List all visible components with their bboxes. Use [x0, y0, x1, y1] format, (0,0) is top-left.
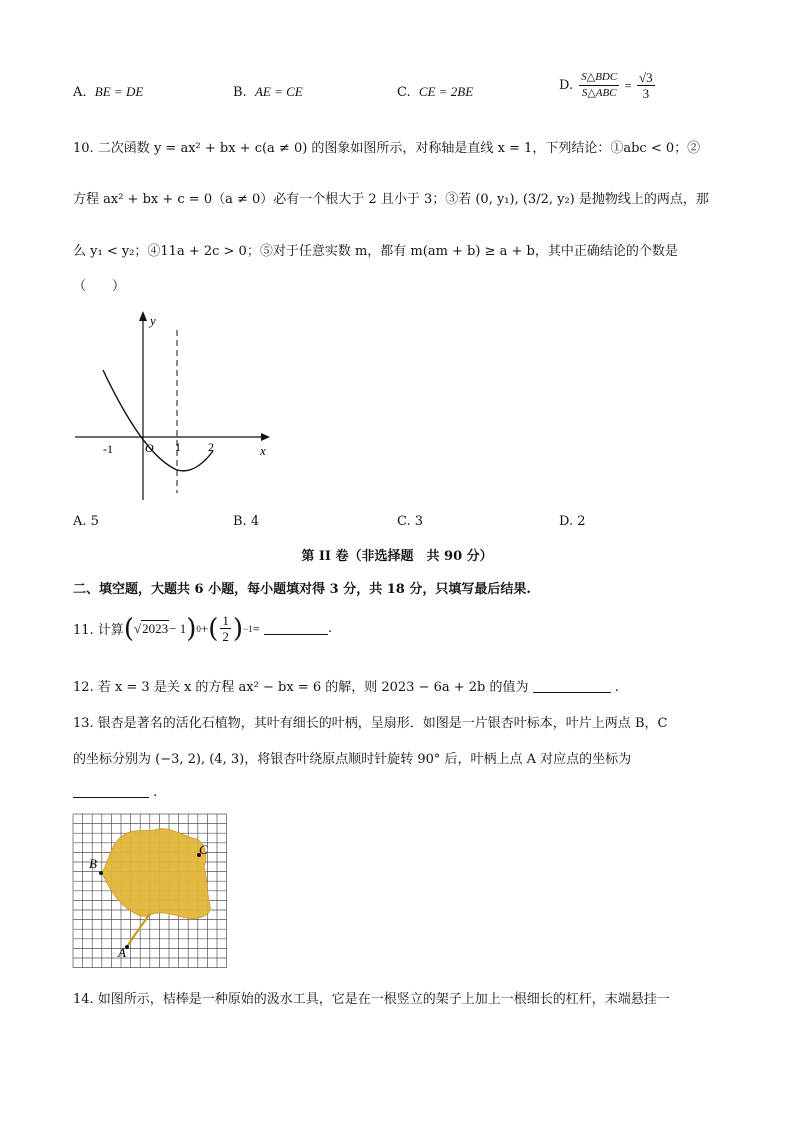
parabola-graph	[70, 305, 280, 505]
q12-period: .	[614, 680, 619, 695]
minus-one: − 1	[169, 620, 187, 636]
sqrt-radicand: 2023	[142, 621, 169, 636]
q13-answer-blank[interactable]	[73, 785, 149, 798]
rhs-denominator: 3	[642, 86, 650, 101]
q10-option-c: C. 3	[397, 514, 424, 529]
sqrt3-over-3	[637, 70, 655, 101]
q11-period: .	[327, 621, 333, 636]
q13-line-2: 的坐标分别为 (−3, 2), (4, 3)，将银杏叶绕原点顺时针旋转 90° 后，叶柄上点 A 对应点的坐标为	[73, 752, 632, 767]
tick-2: 2	[208, 440, 214, 454]
q10-option-a: A. 5	[73, 514, 99, 529]
option-expr: BE = DE	[94, 84, 144, 99]
q10-option-b: B. 4	[233, 514, 260, 529]
half-denominator: 2	[222, 629, 229, 644]
q9-option-b	[233, 84, 303, 100]
option-expr: CE = 2BE	[418, 84, 474, 99]
q10-line-1: 10. 二次函数 y = ax² + bx + c(a ≠ 0) 的图象如图所示，对称轴是直线 x = 1，下列结论：①abc < 0；②	[73, 141, 701, 156]
section2-heading: 二、填空题，大题共 6 小题，每小题填对得 3 分，共 18 分，只填写最后结果.	[73, 582, 531, 597]
q10-line-2: 方程 ax² + bx + c = 0（a ≠ 0）必有一个根大于 2 且小于 3；③若 (0, y₁), (3/2, y₂) 是抛物线上的两点，那	[73, 192, 709, 207]
half-numerator: 1	[222, 613, 229, 628]
option-letter: C.	[397, 85, 411, 100]
label-b: B	[89, 856, 97, 871]
q9-option-d: D. $\frac{\text{S△BDC}}{\text{S△ABC}}$ = $\frac{√3}{3}$	[559, 70, 653, 101]
q11: 11. 计算 ( √ 2023 − 1 ) 0 + ( $\frac{1}{2}$ ) −1 = .	[73, 613, 333, 644]
q9-option-c	[397, 84, 473, 100]
option-letter: D.	[559, 78, 574, 93]
q13-line-1: 13. 银杏是著名的活化石植物，其叶有细长的叶柄，呈扇形．如图是一片银杏叶标本，叶片上两点 B，C	[73, 716, 668, 731]
q11-prefix: 11. 计算	[73, 623, 124, 638]
q11-answer-blank[interactable]	[264, 622, 328, 635]
ratio-numerator: S△BDC	[579, 70, 619, 86]
q13-answer-line	[73, 785, 157, 800]
q9-option-a	[73, 84, 143, 100]
one-half	[220, 613, 231, 644]
y-axis-label: y	[150, 313, 156, 328]
x-axis-arrow-icon	[261, 433, 270, 441]
q10-option-d: D. 2	[559, 514, 586, 529]
q10-answer-paren: （ ）	[73, 279, 126, 294]
equals-sign: =	[252, 620, 260, 636]
ginkgo-grid-figure	[72, 813, 228, 973]
origin-label: O	[145, 441, 154, 455]
point-b	[99, 871, 103, 875]
rhs-numerator: √3	[639, 70, 653, 85]
parabola-curve	[103, 370, 213, 471]
option-letter: A.	[73, 85, 87, 100]
option-letter: B.	[233, 85, 247, 100]
plus-sign: +	[200, 620, 209, 636]
q13-period: .	[153, 785, 158, 800]
q12-text: 12. 若 x = 3 是关 x 的方程 ax² − bx = 6 的解，则 2023 − 6a + 2b 的值为	[73, 680, 529, 695]
q12	[73, 676, 619, 695]
x-axis-label: x	[260, 443, 266, 458]
sqrt-sign-icon: √	[133, 620, 142, 636]
tick-neg1: -1	[103, 442, 113, 456]
q12-answer-blank[interactable]	[533, 680, 611, 693]
label-a: A	[118, 945, 126, 960]
label-c: C	[199, 842, 208, 857]
option-expr: AE = CE	[254, 84, 303, 99]
y-axis-arrow-icon	[139, 311, 147, 321]
area-ratio	[579, 70, 619, 101]
ginkgo-leaf	[102, 829, 210, 919]
q10-line-3: 么 y₁ < y₂；④11a + 2c > 0；⑤对于任意实数 m，都有 m(am + b) ≥ a + b，其中正确结论的个数是	[73, 244, 678, 259]
ratio-denominator: S△ABC	[581, 87, 617, 99]
part2-title: 第 II 卷（非选择题 共 90 分）	[301, 549, 493, 564]
q14-line-1: 14. 如图所示，桔棒是一种原始的汲水工具，它是在一根竖立的架子上加上一根细长的杠杆，末端悬挂一	[73, 992, 670, 1007]
tick-1: 1	[175, 440, 181, 454]
